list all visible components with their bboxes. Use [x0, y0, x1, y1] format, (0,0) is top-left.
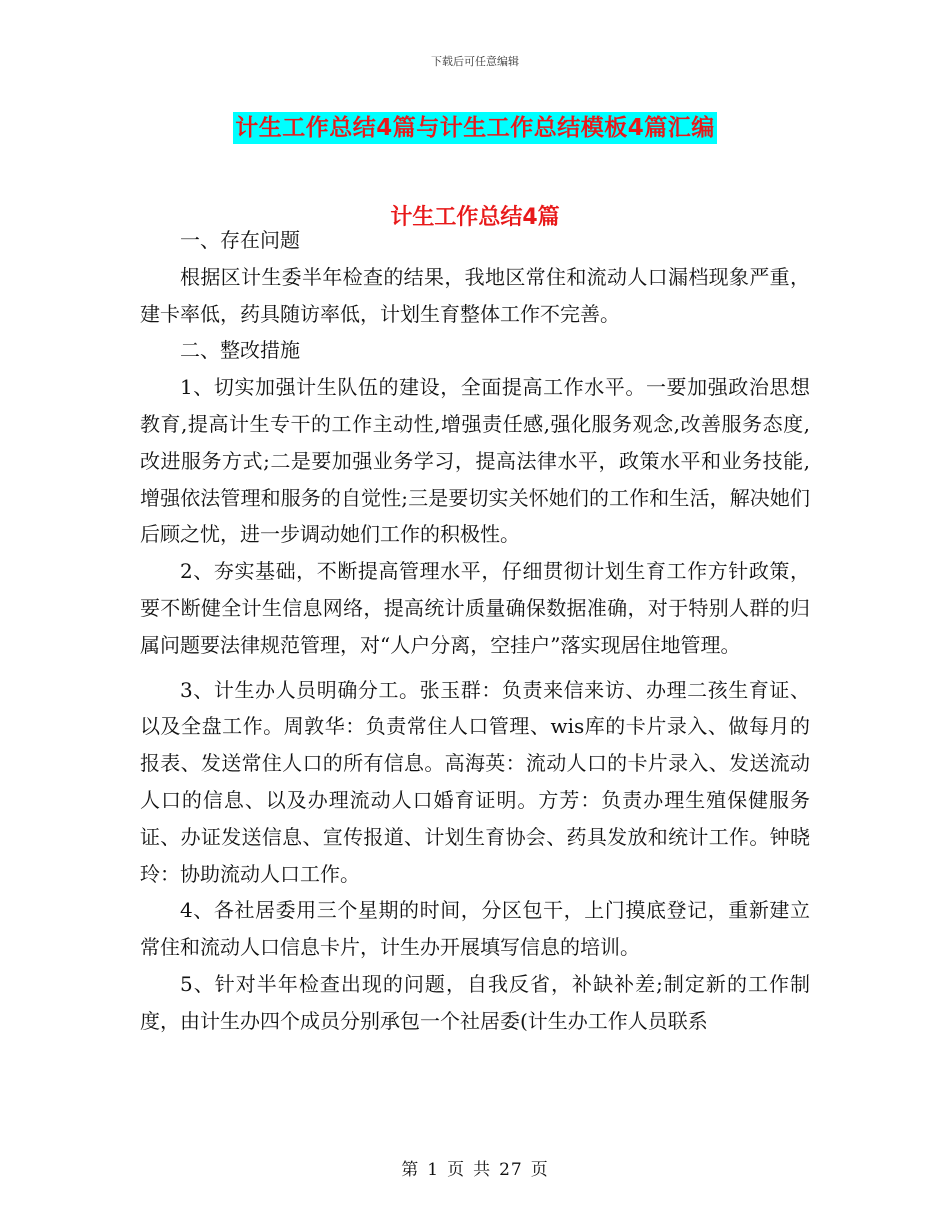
paragraph: 1、切实加强计生队伍的建设，全面提高工作水平。一要加强政治思想教育,提高计生专干的工作主动性,增强责任感,强化服务观念,改善服务态度,改进服务方式;二是要加强业务学习，提高法律水平，政策水平和业务技能,增强依法管理和服务的自觉性;三是要切实关怀她们的工作和生活，解决她们后顾之忧，进一步调动她们工作的积极性。: [140, 375, 810, 547]
paragraph: 根据区计生委半年检查的结果，我地区常住和流动人口漏档现象严重，建卡率低，药具随访率低，计划生育整体工作不完善。: [140, 264, 810, 326]
paragraph: 5、针对半年检查出现的问题，自我反省，补缺补差;制定新的工作制度，由计生办四个成员分别承包一个社居委(计生办工作人员联系: [140, 971, 810, 1033]
footer-page-number: 1: [427, 1160, 440, 1180]
paragraph: 4、各社居委用三个星期的时间，分区包干，上门摸底登记，重新建立常住和流动人口信息卡片，计生办开展填写信息的培训。: [140, 898, 810, 960]
document-body: [140, 222, 810, 1040]
footer-total-unit: 页: [530, 1160, 549, 1180]
section-title: 计生工作总结4篇: [390, 205, 560, 230]
footer-prefix: 第: [401, 1160, 420, 1180]
main-title: 计生工作总结4篇与计生工作总结模板4篇汇编: [233, 112, 717, 144]
page-footer: [0, 1155, 950, 1180]
footer-total-pages: 27: [499, 1160, 523, 1180]
footer-total-prefix: 共: [473, 1160, 492, 1180]
paragraph-heading-problems: 一、存在问题: [180, 228, 300, 252]
paragraph: 2、夯实基础，不断提高管理水平，仔细贯彻计划生育工作方针政策，要不断健全计生信息网络，提高统计质量确保数据准确，对于特别人群的归属问题要法律规范管理，对“人户分离，空挂户”落实现居住地管理。: [140, 559, 810, 657]
header-note: 下载后可任意编辑: [431, 55, 519, 68]
footer-page-unit: 页: [447, 1160, 466, 1180]
paragraph-heading-measures: 二、整改措施: [180, 338, 300, 363]
paragraph: 3、计生办人员明确分工。张玉群：负责来信来访、办理二孩生育证、以及全盘工作。周敦华：负责常住人口管理、wis库的卡片录入、做每月的报表、发送常住人口的所有信息。高海英：流动人口的卡片录入、发送流动人口的信息、以及办理流动人口婚育证明。方芳：负责办理生殖保健服务证、办证发送信息、宣传报道、计划生育协会、药具发放和统计工作。钟晓玲：协助流动人口工作。: [140, 677, 810, 886]
main-title-container: [0, 112, 950, 144]
